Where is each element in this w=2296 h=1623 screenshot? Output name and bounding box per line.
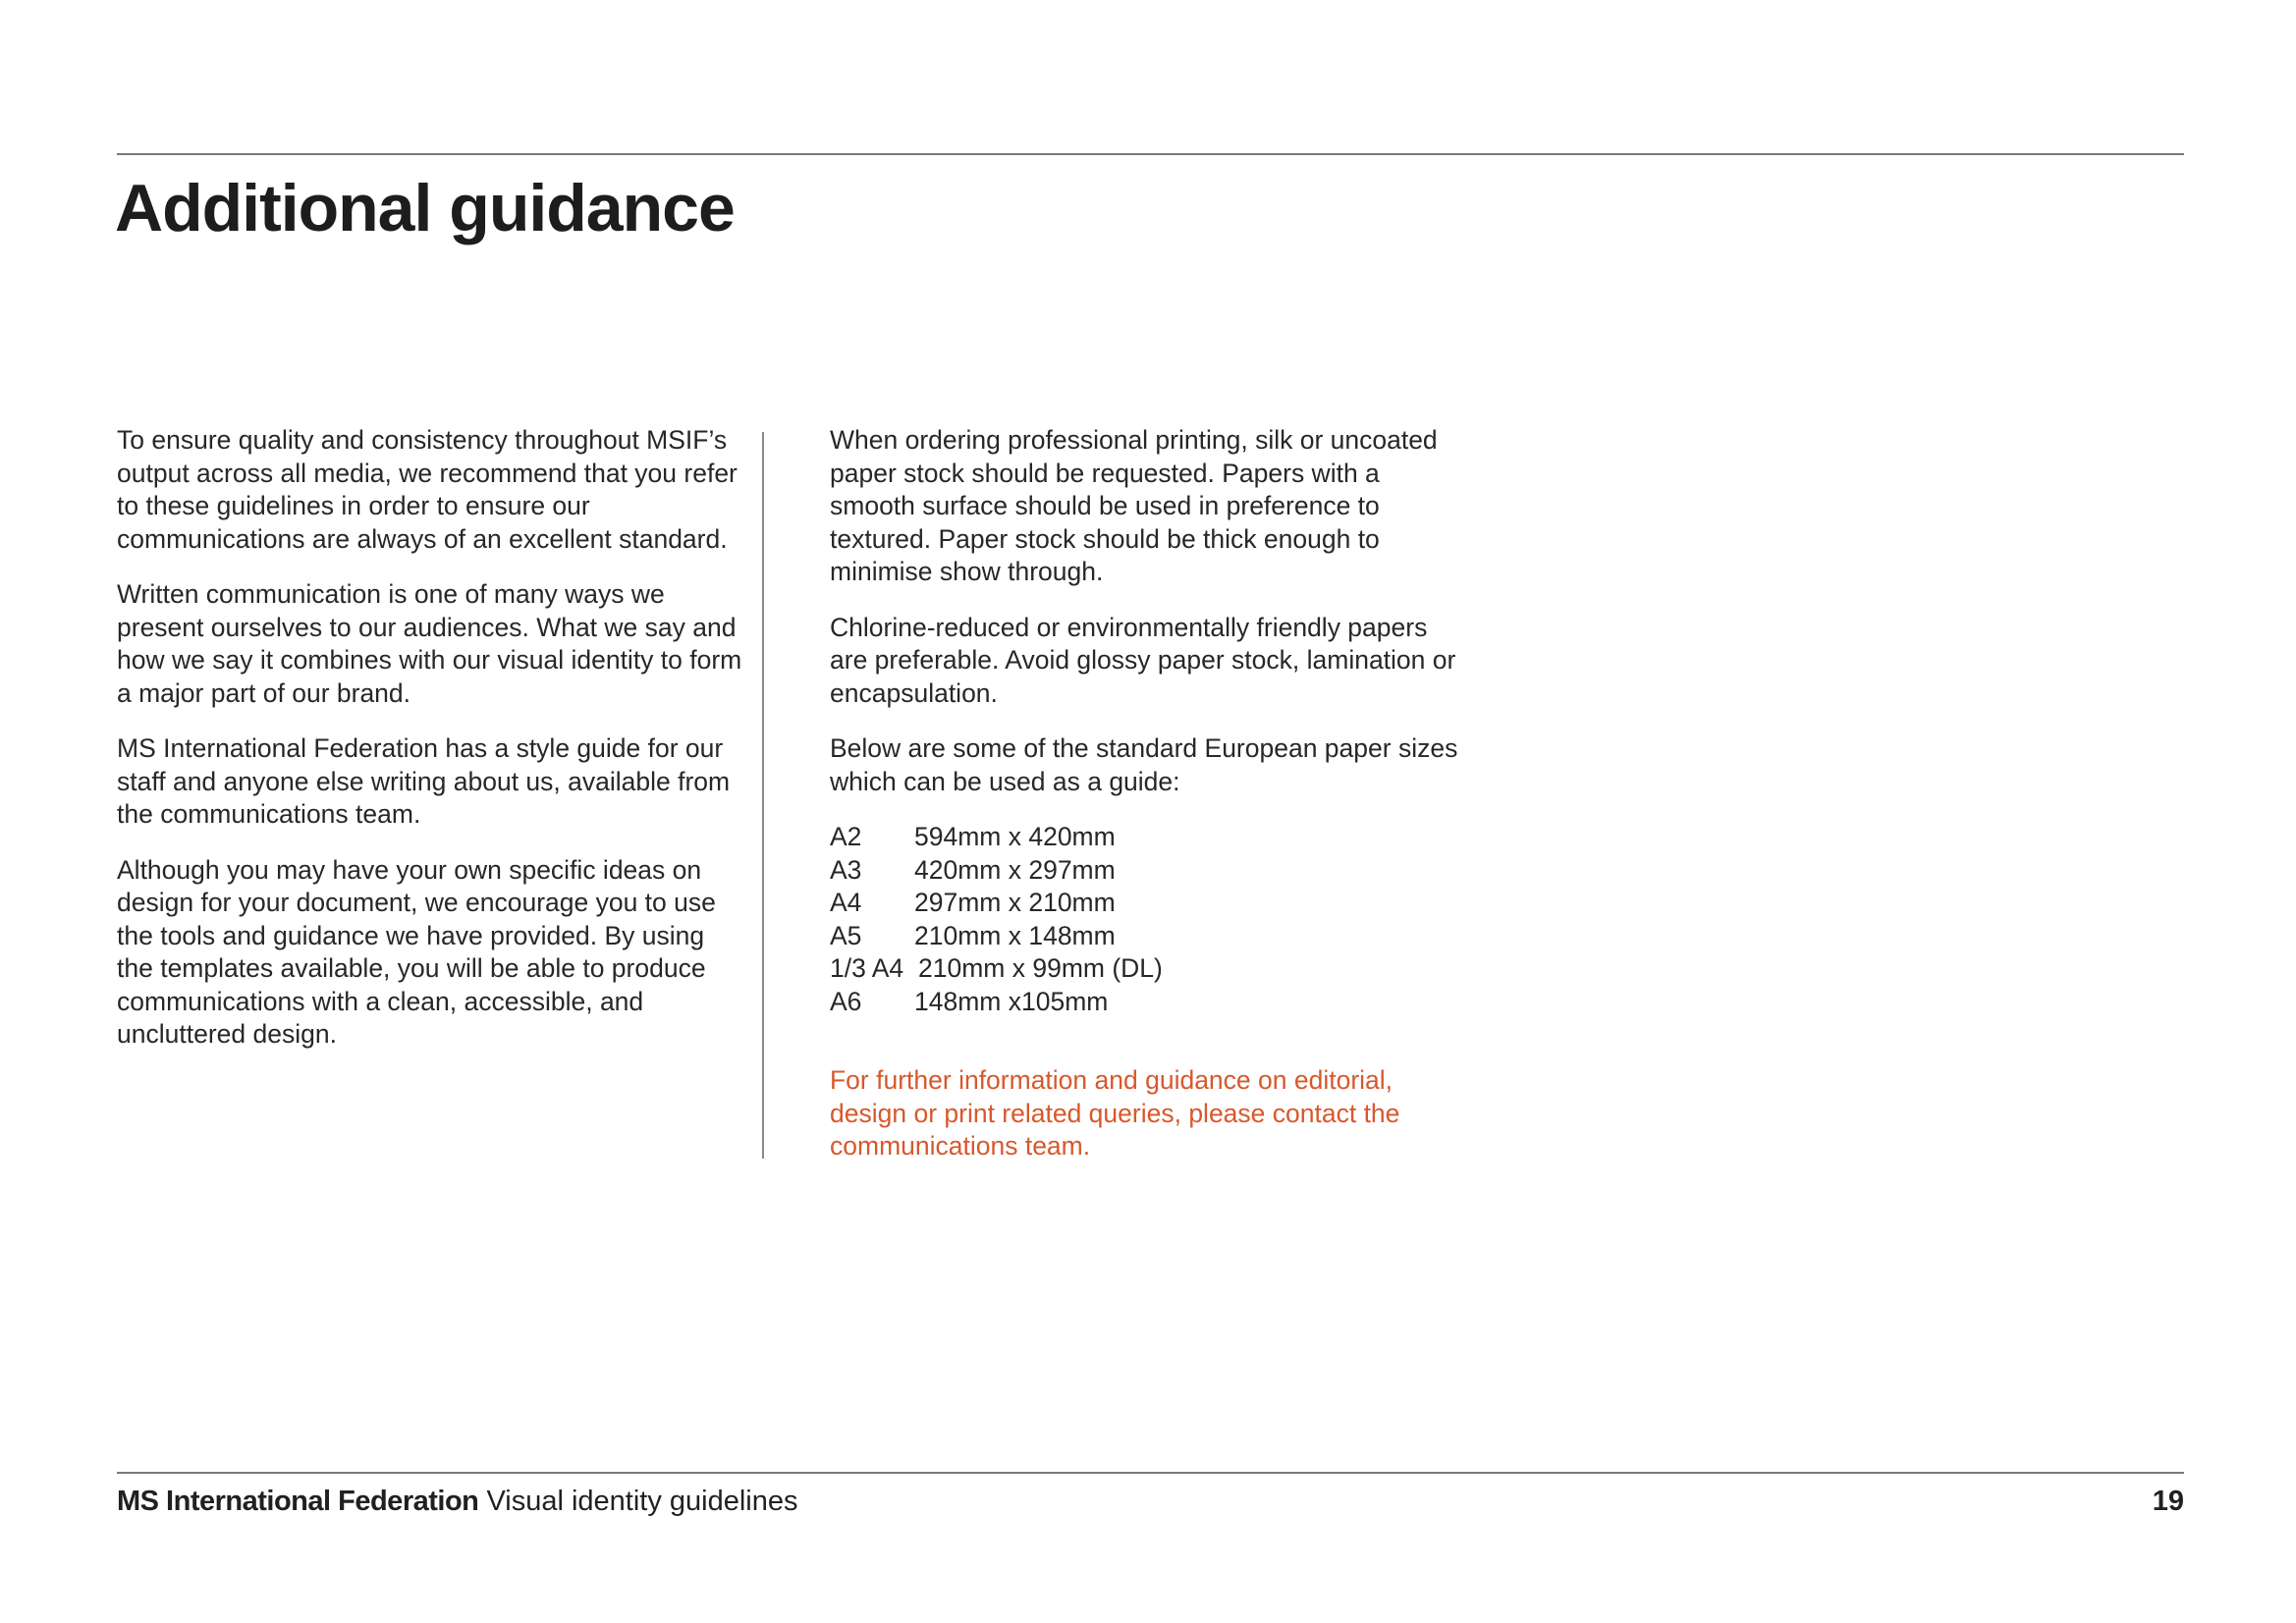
- paper-size-code: A6: [830, 986, 862, 1016]
- footer-document-title: Visual identity guidelines: [486, 1486, 798, 1517]
- paper-sizes-intro: Below are some of the standard European paper sizes which can be used as a guide:: [830, 733, 1458, 796]
- intro-paragraph: To ensure quality and consistency throughout MSIF’s output across all media, we recommend that you refer to these guidelines in order to ensure our communications are always of an excellent standard.: [117, 425, 738, 554]
- paper-size-dimensions: 420mm x 297mm: [914, 854, 1116, 885]
- paper-size-dimensions: 210mm x 148mm: [914, 920, 1116, 950]
- header-rule: [117, 153, 2184, 155]
- paper-size-code: A3: [830, 854, 862, 885]
- right-column: [830, 424, 1458, 1186]
- list-item: [830, 854, 1458, 888]
- paper-size-dimensions: 210mm x 99mm (DL): [918, 953, 1163, 983]
- paper-size-code: 1/3 A4: [830, 953, 904, 983]
- paper-size-dimensions: 594mm x 420mm: [914, 822, 1116, 851]
- style-guide-paragraph: MS International Federation has a style guide for our staff and anyone else writing about us, available from the communications team.: [117, 733, 731, 829]
- list-item: [830, 821, 1458, 854]
- page-number: 19: [2152, 1486, 2184, 1517]
- page-title: Additional guidance: [115, 171, 735, 245]
- paper-paragraph: Chlorine-reduced or environmentally friendly papers are preferable. Avoid glossy paper stock, lamination or encapsulation.: [830, 612, 1456, 708]
- paper-sizes-list: [830, 821, 1458, 1018]
- column-divider: [762, 432, 764, 1159]
- paper-size-code: A2: [830, 822, 862, 851]
- paper-size-code: A4: [830, 888, 862, 917]
- left-column: [117, 424, 745, 1074]
- paper-size-code: A5: [830, 920, 862, 950]
- footer-rule: [117, 1472, 2184, 1474]
- list-item: [830, 952, 1458, 986]
- written-communication-paragraph: Written communication is one of many ways we present ourselves to our audiences. What we say and how we say it combines with our visual identity to form a major part of our brand.: [117, 579, 742, 708]
- list-item: [830, 986, 1458, 1019]
- contact-note: For further information and guidance on editorial, design or print related queries, please contact the communications team.: [830, 1065, 1400, 1161]
- printing-paragraph: When ordering professional printing, silk or uncoated paper stock should be requested. Papers with a smooth surface should be used in preference to textured. Paper stock should be thick enough to minimise show through.: [830, 425, 1438, 586]
- list-item: [830, 920, 1458, 953]
- footer-organisation: MS International Federation: [117, 1486, 479, 1517]
- list-item: [830, 887, 1458, 920]
- paper-size-dimensions: 148mm x105mm: [914, 986, 1109, 1016]
- footer-brand: [117, 1483, 798, 1520]
- paper-size-dimensions: 297mm x 210mm: [914, 888, 1116, 917]
- templates-paragraph: Although you may have your own specific ideas on design for your document, we encourage you to use the tools and guidance we have provided. By using the templates available, you will be able to produce communications with a clean, accessible, and uncluttered design.: [117, 854, 716, 1049]
